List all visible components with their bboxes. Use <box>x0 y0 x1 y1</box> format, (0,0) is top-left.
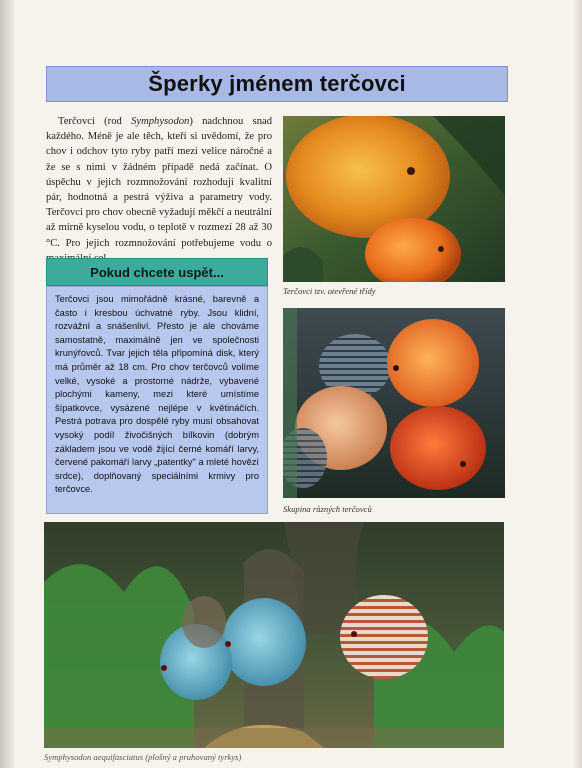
photo-discus-group <box>283 308 505 498</box>
page-binding-shadow <box>0 0 14 768</box>
tips-heading-box <box>46 258 268 286</box>
genus-name: Symphysodon <box>131 116 190 127</box>
caption-photo1: Terčovci tzv. otevřené třídy <box>283 286 376 296</box>
tips-box <box>46 286 268 514</box>
page-title: Šperky jménem terčovci <box>148 71 406 96</box>
intro-text <box>46 114 272 266</box>
caption-photo3: Symphysodon aequifasciatus (plošný a pruhovaný tyrkys) <box>44 752 242 762</box>
intro-text-rest: ) nadchnou snad každého. Méně je ale těch, kteří si uvědomí, že pro chov i odchov tyto ryby patří mezi velice náročné a že se s nimi v žádném případě nedá začínat. O úspěchu v jejich rozmnožování rozhoduji kvalitní pár, hodnotná a pestrá výživa a parametry vody. Terčovci pro chov obecně vyžadují měkčí a neutrální až mírně kyselou vodu, o teplotě v rozmezí 28 až 30 °C. Pro jejich rozmnožování potřebujeme vodu o <box>46 116 272 249</box>
tips-heading: Pokud chcete uspět... <box>90 264 224 280</box>
photo-aquarium-turquoise <box>44 522 504 748</box>
intro-text-start: Terčovci (rod <box>58 116 132 127</box>
photo-open-class-discus <box>283 116 505 282</box>
title-banner <box>46 66 508 102</box>
caption-photo2: Skupina různých terčovců <box>283 504 372 514</box>
tips-body: Terčovci jsou mimořádně krásné, barevně a často i kresbou úchvatné ryby. Jsou klidní, rozvážní a snášenliví. Přesto je ale chováme samostatně, maximálně jen ve společnosti krunýřovců. Tvar jejich těla připomíná disk, který má průměr až 18 cm. Pro chov terčovců volíme velké, vysoké a prostorné nádrže, vybavené plochými kameny, mezi které umístíme šípatkovce, vysázené nejlépe v květináčích. Pestrá potrava pro dospělé ryby musí obsahovat vysoký podíl živočišných bílkovin (dobrým základem jsou ve vodě žijící černé komáří larvy, červené pakomáří larvy „patentky" a mleté hovězí srdce), doplňovaný speciálními krmivy pro terčovce. <box>55 294 259 495</box>
intro-paragraph <box>46 114 272 266</box>
page-edge <box>572 0 582 768</box>
